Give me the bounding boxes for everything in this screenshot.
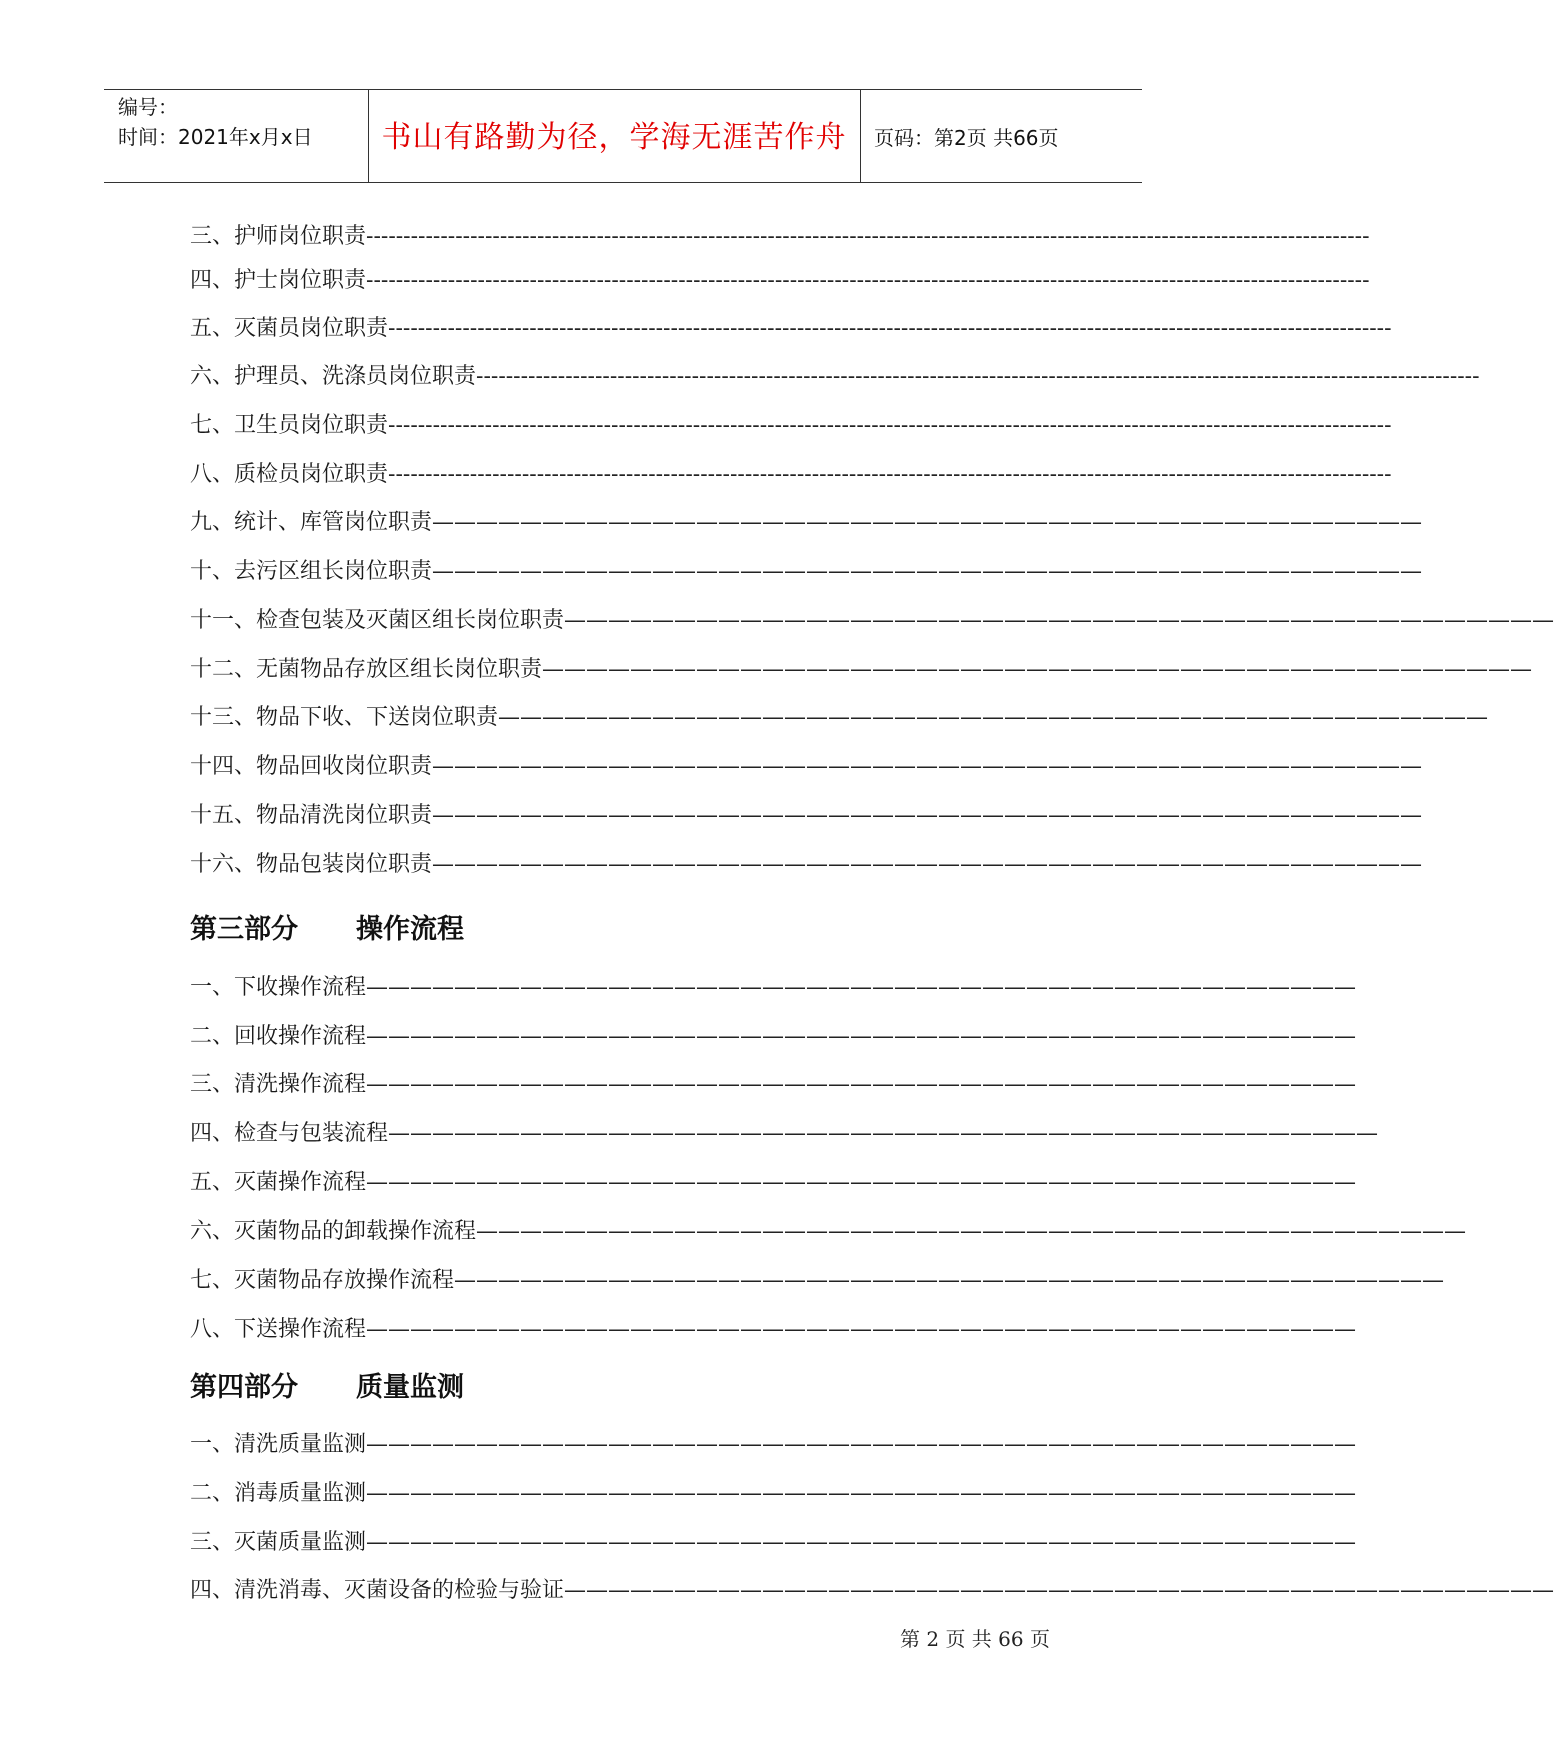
part-label: 第四部分: [190, 1372, 298, 1403]
toc-item[interactable]: [190, 266, 1370, 296]
toc-item-label: 七、灭菌物品存放操作流程: [190, 1268, 455, 1293]
toc-item[interactable]: [190, 850, 1423, 880]
toc-leader: —————————————————————————————————————————————: [366, 1317, 1357, 1342]
toc-item-label: 一、下收操作流程: [190, 975, 367, 1000]
page-footer: 第 2 页 共 66 页: [900, 1627, 1050, 1651]
toc-item[interactable]: [190, 973, 1357, 1003]
section-title-part3: [190, 912, 464, 948]
toc-item-label: 十、去污区组长岗位职责: [190, 559, 433, 584]
toc-item-label: 十一、检查包装及灭菌区组长岗位职责: [190, 608, 565, 633]
toc-leader: ---------------------------------------------------------------------------------------------------------------------------------------: [366, 224, 1370, 249]
toc-item[interactable]: [190, 1168, 1357, 1198]
toc-leader: ---------------------------------------------------------------------------------------------------------------------------------------: [366, 268, 1370, 293]
toc-item[interactable]: [190, 1576, 1554, 1606]
toc-item[interactable]: [190, 460, 1392, 490]
toc-leader: —————————————————————————————————————————————: [366, 1481, 1357, 1506]
toc-item[interactable]: [190, 655, 1533, 685]
toc-item[interactable]: [190, 1266, 1445, 1296]
toc-leader: —————————————————————————————————————————————: [432, 559, 1423, 584]
part-label: 第三部分: [190, 914, 298, 945]
toc-item-label: 三、灭菌质量监测: [190, 1530, 367, 1555]
toc-leader: —————————————————————————————————————————————: [388, 1121, 1379, 1146]
toc-leader: —————————————————————————————————————————————: [564, 1578, 1554, 1603]
toc-item-label: 六、护理员、洗涤员岗位职责: [190, 364, 477, 389]
page-header: [104, 89, 1142, 183]
toc-item-label: 八、下送操作流程: [190, 1317, 367, 1342]
toc-leader: —————————————————————————————————————————————: [366, 1432, 1357, 1457]
toc-leader: —————————————————————————————————————————————: [366, 1072, 1357, 1097]
toc-item[interactable]: [190, 752, 1423, 782]
toc-item-label: 十四、物品回收岗位职责: [190, 754, 433, 779]
toc-item[interactable]: [190, 557, 1423, 587]
toc-item-label: 四、检查与包装流程: [190, 1121, 389, 1146]
toc-item-label: 十三、物品下收、下送岗位职责: [190, 705, 499, 730]
toc-item[interactable]: [190, 1479, 1357, 1509]
toc-item[interactable]: [190, 703, 1489, 733]
toc-item-label: 八、质检员岗位职责: [190, 462, 389, 487]
toc-leader: —————————————————————————————————————————————: [432, 510, 1423, 535]
toc-item-label: 二、回收操作流程: [190, 1024, 367, 1049]
toc-item[interactable]: [190, 1119, 1379, 1149]
toc-leader: —————————————————————————————————————————————: [454, 1268, 1445, 1293]
toc-leader: —————————————————————————————————————————————: [432, 803, 1423, 828]
toc-item[interactable]: [190, 801, 1423, 831]
header-divider: [860, 90, 861, 182]
toc-item-label: 十二、无菌物品存放区组长岗位职责: [190, 657, 543, 682]
toc-leader: —————————————————————————————————————————————: [432, 852, 1423, 877]
toc-leader: ---------------------------------------------------------------------------------------------------------------------------------------: [388, 413, 1392, 438]
toc-item[interactable]: [190, 222, 1370, 252]
toc-item[interactable]: [190, 411, 1392, 441]
toc-leader: —————————————————————————————————————————————: [366, 1530, 1357, 1555]
toc-item-label: 五、灭菌操作流程: [190, 1170, 367, 1195]
toc-item-label: 三、清洗操作流程: [190, 1072, 367, 1097]
toc-item-label: 十五、物品清洗岗位职责: [190, 803, 433, 828]
toc-item[interactable]: [190, 1070, 1357, 1100]
toc-item-label: 三、护师岗位职责: [190, 224, 367, 249]
header-motto: 书山有路勤为径，学海无涯苦作舟: [381, 120, 847, 155]
toc-leader: —————————————————————————————————————————————: [366, 1024, 1357, 1049]
toc-item[interactable]: [190, 1315, 1357, 1345]
toc-item-label: 二、消毒质量监测: [190, 1481, 367, 1506]
toc-leader: —————————————————————————————————————————————: [542, 657, 1533, 682]
part-title: 操作流程: [356, 914, 464, 945]
header-page-info: 页码：第2页 共66页: [874, 126, 1059, 150]
toc-item[interactable]: [190, 1528, 1357, 1558]
toc-item[interactable]: [190, 1217, 1467, 1247]
toc-item[interactable]: [190, 606, 1554, 636]
time-label: 时间：2021年x月x日: [118, 125, 313, 149]
toc-leader: ---------------------------------------------------------------------------------------------------------------------------------------: [388, 462, 1392, 487]
part-title: 质量监测: [356, 1372, 464, 1403]
toc-item-label: 十六、物品包装岗位职责: [190, 852, 433, 877]
header-meta: [118, 92, 313, 152]
toc-leader: —————————————————————————————————————————————: [366, 975, 1357, 1000]
toc-leader: —————————————————————————————————————————————: [476, 1219, 1467, 1244]
toc-item[interactable]: [190, 314, 1392, 344]
toc-item[interactable]: [190, 362, 1480, 392]
toc-item-label: 九、统计、库管岗位职责: [190, 510, 433, 535]
toc-item-label: 一、清洗质量监测: [190, 1432, 367, 1457]
toc-leader: —————————————————————————————————————————————: [366, 1170, 1357, 1195]
toc-item-label: 六、灭菌物品的卸载操作流程: [190, 1219, 477, 1244]
toc-item-label: 五、灭菌员岗位职责: [190, 316, 389, 341]
toc-item-label: 七、卫生员岗位职责: [190, 413, 389, 438]
toc-item[interactable]: [190, 1022, 1357, 1052]
section-title-part4: [190, 1370, 464, 1406]
number-label: 编号：: [118, 95, 178, 119]
toc-leader: —————————————————————————————————————————————: [564, 608, 1554, 633]
toc-leader: ---------------------------------------------------------------------------------------------------------------------------------------: [476, 364, 1480, 389]
toc-leader: —————————————————————————————————————————————: [432, 754, 1423, 779]
toc-leader: ---------------------------------------------------------------------------------------------------------------------------------------: [388, 316, 1392, 341]
toc-item[interactable]: [190, 508, 1423, 538]
toc-leader: —————————————————————————————————————————————: [498, 705, 1489, 730]
toc-item-label: 四、护士岗位职责: [190, 268, 367, 293]
toc-item[interactable]: [190, 1430, 1357, 1460]
toc-item-label: 四、清洗消毒、灭菌设备的检验与验证: [190, 1578, 565, 1603]
